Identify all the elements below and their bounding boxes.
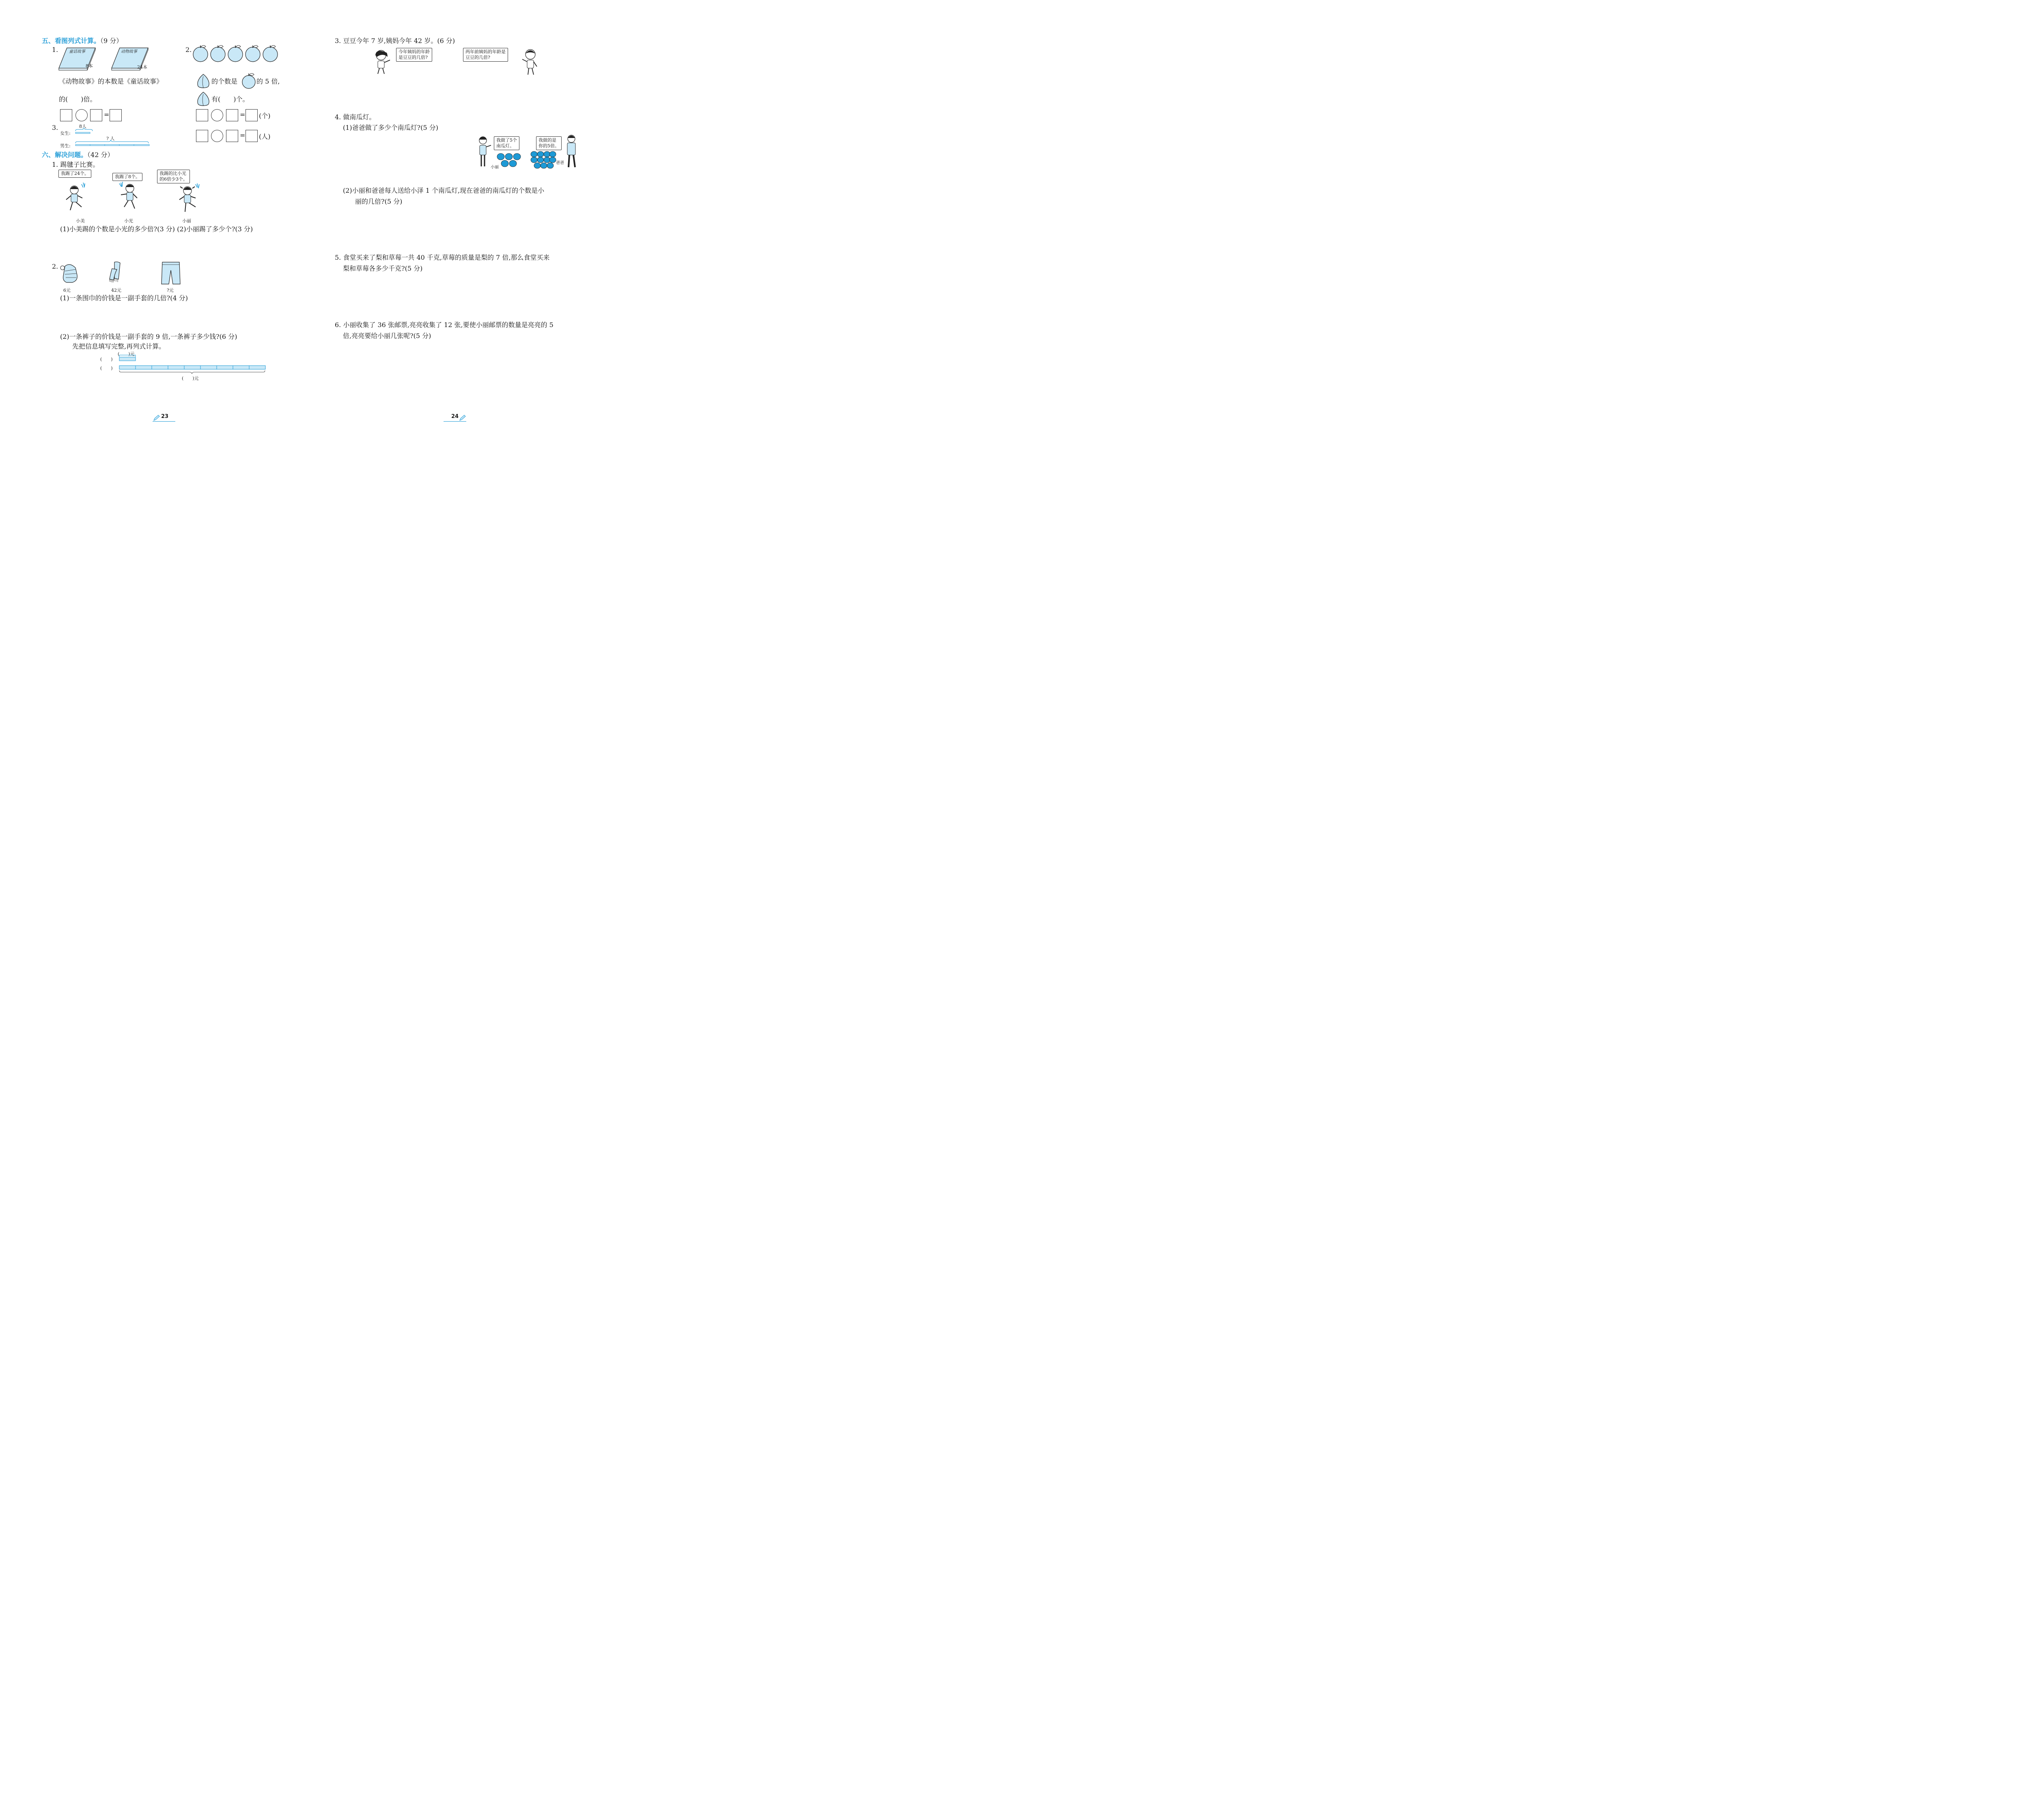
section-6-title: 六、解决问题。 [42,151,88,159]
page-number-left: 23 [161,414,169,420]
name-baba: 爸爸 [556,161,564,165]
q2-equals: = [240,111,246,118]
book2-label: 动物故事 [121,50,137,54]
diagram-row1-paren: ( ) [100,357,113,362]
xiaoli-bubble [157,170,190,183]
p1-title: 1. 踢毽子比赛。 [52,161,99,168]
dad-icon [564,134,579,168]
page-number-underline-right [444,421,466,422]
girls-count: 8人 [79,124,86,129]
r-q4-bubble-1-line2: 南瓜灯。 [496,143,514,149]
q1-text-line1: 《动物故事》的本数是《童话故事》 [59,78,163,85]
q2-answer-box-1[interactable] [196,109,208,121]
apple-icon [241,73,257,89]
p2-sub1: (1)一条围巾的价钱是一副手套的几倍?(4 分) [60,294,188,302]
xiaoli-bubble-line2: 的6倍少3个。 [159,177,187,182]
xiaomei-bubble: 我踢了24个。 [58,170,91,178]
q2-answer-box-2[interactable] [226,109,238,121]
q3-answer-box-2[interactable] [226,130,238,142]
r-q5-line2: 梨和草莓各多少千克?(5 分) [343,265,423,272]
q1-number: 1. [52,46,58,54]
r-q4-bubble-1-line1: 我做了5个 [496,138,517,143]
r-q4-sub1: (1)爸爸做了多少个南瓜灯?(5 分) [343,124,438,131]
girl-xiaoli-icon [476,136,492,168]
page-number-underline-left [153,421,175,422]
boys-label: 男生: [60,143,71,149]
q2-number: 2. [185,46,192,54]
r-q4-sub2-line1: (2)小丽和爸爸每人送给小泽 1 个南瓜灯,现在爸爸的南瓜灯的个数是小 [343,187,545,194]
p2-number: 2. [52,263,58,270]
q3-operator-circle[interactable] [211,130,223,142]
scarf-icon [109,261,125,282]
q1-answer-box-3[interactable] [110,109,122,121]
diagram-top-label: ( )元 [118,351,135,357]
boy-kicking-icon [117,181,141,213]
pencil-icon-right [459,415,466,421]
pencil-icon-left [153,415,160,421]
q2-text-line2: 有( )个。 [211,95,249,103]
boys-count: ? 人 [106,136,115,141]
r-q3-bubble-1-line1: 今年姨妈的年龄 [398,49,430,54]
peach-icon [196,73,211,89]
section-5-heading [42,36,123,45]
q3-number: 3. [52,124,58,131]
r-q3-bubble-1 [396,48,432,62]
section-5-points: （9 分） [100,37,123,45]
q2-text-part2: 的 5 倍, [256,78,280,85]
q1-answer-box-1[interactable] [60,109,72,121]
q2-operator-circle[interactable] [211,109,223,121]
q3-unit: (人) [259,133,271,140]
name-xiaoguang: 小光 [124,218,133,224]
r-q3-bubble-2-line2: 豆豆的几倍? [465,55,490,60]
pants-price: ?元 [167,288,174,293]
name-xiaomei: 小美 [76,218,85,224]
name-xiaoli: 小丽 [182,218,191,224]
r-q6-line2: 倍,亮亮要给小丽几张呢?(5 分) [343,332,431,340]
diagram-total-label: ( )元 [182,376,199,381]
r-q4-sub2-line2: 丽的几倍?(5 分) [355,198,403,205]
page-number-right: 24 [451,414,459,420]
pumpkin-lanterns-large-icon [530,151,557,171]
segment-diagram-q3 [75,127,152,148]
r-q3-title: 3. 豆豆今年 7 岁,姨妈今年 42 岁。(6 分) [335,37,455,45]
q3-equals: = [240,131,246,139]
segment-diagram-p2 [119,354,267,377]
q1-equals: = [104,111,110,118]
r-q5-line1: 5. 食堂买来了梨和草莓一共 40 千克,草莓的质量是梨的 7 倍,那么食堂买来 [335,254,550,261]
girl-doudou-icon [371,48,392,75]
r-q4-bubble-1 [494,136,519,150]
r-q4-bubble-2-line2: 你的5倍。 [538,143,559,149]
q2-answer-box-3[interactable] [246,109,258,121]
glove-icon [59,263,79,284]
q3-answer-box-3[interactable] [246,130,258,142]
q2-unit: (个) [259,112,271,120]
r-q3-bubble-2-line1: 两年前姨妈的年龄是 [465,49,506,54]
name-xiaoli-r: 小丽 [491,165,499,170]
r-q4-title: 4. 做南瓜灯。 [335,113,376,121]
q1-text-line2: 的( )倍。 [59,95,97,103]
scarf-price: 42元 [111,288,121,293]
pants-icon [161,261,181,286]
r-q4-bubble-2 [536,136,562,150]
glove-price: 6元 [63,288,71,293]
r-q4-bubble-2-line1: 我做的是 [538,138,556,143]
book1-label: 童话故事 [69,50,85,54]
xiaoli-bubble-line1: 我踢的比小光 [159,171,186,176]
r-q3-bubble-2 [463,48,508,62]
diagram-row2-paren: ( ) [100,366,113,371]
q1-operator-circle[interactable] [75,109,88,121]
p1-subquestions: (1)小美踢的个数是小光的多少倍?(3 分) (2)小丽踢了多少个?(3 分) [60,225,253,233]
p2-sub2: (2)一条裤子的价钱是一副手套的 9 倍,一条裤子多少钱?(6 分) [60,333,237,340]
xiaoguang-bubble: 我踢了8个。 [112,173,142,181]
girls-label: 女生: [60,131,71,136]
boy-icon [521,47,540,75]
r-q3-bubble-1-line2: 是豆豆的几倍? [398,55,428,60]
section-6-heading [42,150,114,159]
r-q6-line1: 6. 小丽收集了 36 张邮票,亮亮收集了 12 张,要使小丽邮票的数量是亮亮的 5 [335,321,554,329]
q2-text-part1: 的个数是 [211,78,238,85]
book1-count: 8本 [86,63,93,69]
peach-icon-2 [196,91,211,107]
apples-row-icon [192,45,280,62]
girl-kicking-icon [63,182,87,214]
p2-sub2-instruction: 先把信息填写完整,再列式计算。 [72,342,166,350]
section-5-title: 五、看图列式计算。 [42,37,101,45]
section-6-points: （42 分） [87,151,114,159]
girl2-kicking-icon [177,183,201,215]
q1-answer-box-2[interactable] [90,109,102,121]
book2-count: 24本 [137,65,147,70]
q3-answer-box-1[interactable] [196,130,208,142]
